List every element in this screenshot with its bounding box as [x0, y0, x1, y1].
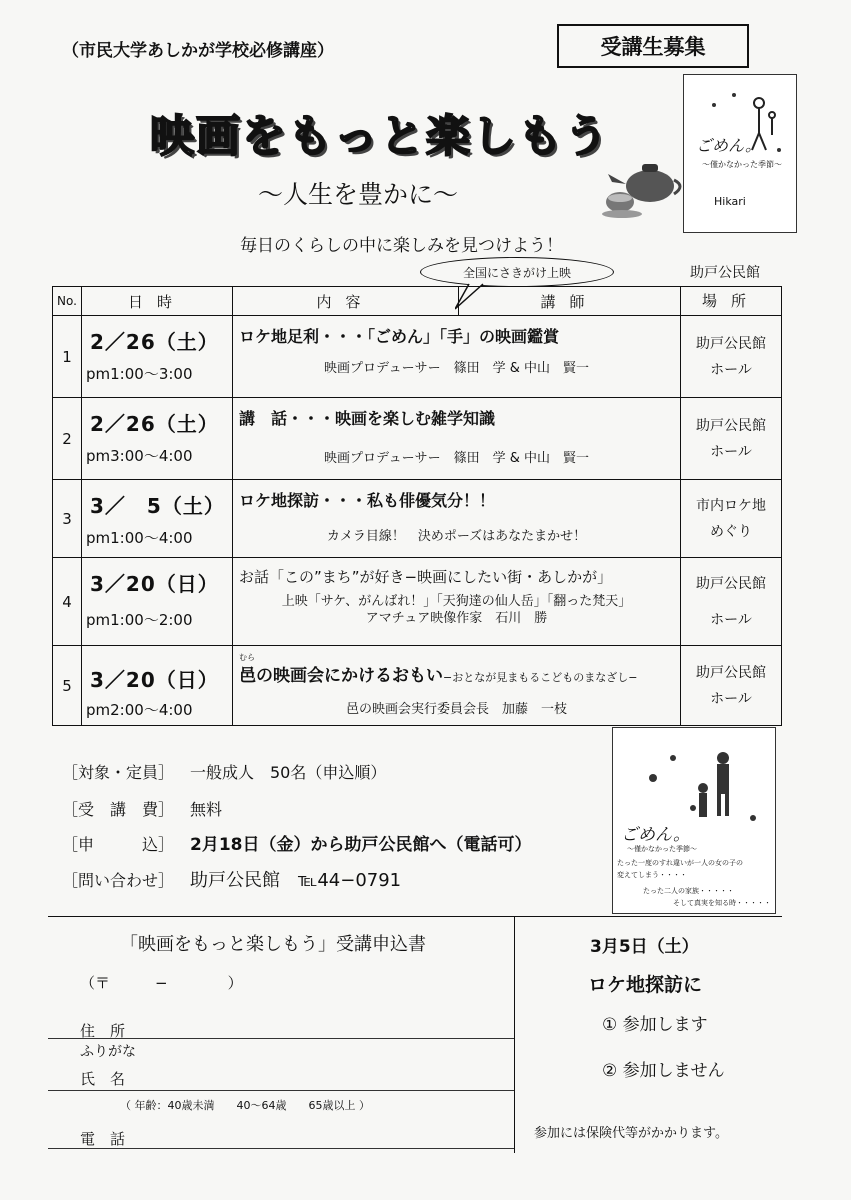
book2-line: そして真実を知る時・・・・・	[673, 899, 771, 907]
info-value: 一般成人 50名（申込順）	[190, 763, 387, 782]
row-date	[82, 398, 233, 480]
table-row	[53, 480, 782, 558]
tour-heading: ロケ地探訪に	[588, 974, 703, 996]
tour-date: 3月5日（土）	[590, 937, 699, 957]
row-no: 1	[53, 316, 82, 398]
phone-label: 電 話	[80, 1130, 126, 1148]
info-label: ［対象・定員］	[62, 763, 175, 782]
info-value: 助戸公民館 ℡44−0791	[190, 870, 402, 891]
row-date	[82, 480, 233, 558]
subtitle: 〜人生を豊かに〜	[258, 180, 459, 209]
place-line1: 市内ロケ地	[696, 497, 766, 514]
table-row	[53, 398, 782, 480]
info-label: ［受 講 費］	[62, 800, 175, 819]
place-line2: めぐり	[710, 523, 752, 540]
row-content	[233, 558, 681, 646]
header-content: 内容	[233, 287, 459, 316]
row-date	[82, 646, 233, 726]
place-line2: ホール	[710, 690, 752, 707]
main-title: 映画をもっと楽しもう	[150, 111, 610, 162]
place-line2: ホール	[710, 361, 752, 378]
lecturer-text: 邑の映画会実行委員会長 加藤 一枝	[345, 702, 567, 717]
row-content	[233, 398, 681, 480]
date-text: 3／ 5（土）	[90, 494, 225, 518]
recruitment-badge: 受講生募集	[557, 24, 749, 68]
ruby-text: むら	[239, 653, 255, 662]
row-place	[681, 558, 782, 646]
info-value: 無料	[190, 800, 223, 819]
book2-line: 変えてしまう・・・・	[617, 871, 687, 879]
info-value: 2月18日（金）から助戸公民館へ（電話可）	[190, 835, 532, 855]
place-line1: 助戸公民館	[696, 664, 766, 681]
book2-line: たった二人の家族・・・・・	[643, 887, 734, 895]
header-no: No.	[53, 287, 82, 316]
info-apply	[62, 830, 532, 855]
age-options[interactable]: （ 年齢：40歳未満 40〜64歳 65歳以上 ）	[120, 1099, 370, 1112]
time-text: pm1:00〜3:00	[86, 365, 193, 383]
place-line2: ホール	[710, 443, 752, 460]
row-place	[681, 480, 782, 558]
date-text: 3／20（日）	[90, 668, 219, 692]
book1-subtitle: 〜僅かなかった季節〜	[702, 160, 782, 169]
venue-label: 助戸公民館	[690, 265, 760, 281]
row-place	[681, 646, 782, 726]
place-line1: 助戸公民館	[696, 417, 766, 434]
schedule-table	[52, 286, 782, 726]
screening-text: 上映「サケ、がんばれ！」「天狗達の仙人岳」「翻った梵天」	[281, 594, 632, 609]
lecturer-text: カメラ目線！ 決めポーズはあなたまかせ！	[326, 529, 587, 544]
table-row	[53, 316, 782, 398]
row-date	[82, 316, 233, 398]
book-cover-top	[683, 74, 797, 233]
teapot-icon	[598, 160, 684, 222]
place-line1: 助戸公民館	[696, 575, 766, 592]
date-text: 3／20（日）	[90, 572, 219, 596]
callout-bubble: 全国にさきがけ上映	[420, 257, 614, 287]
info-fee	[62, 797, 222, 820]
row-place	[681, 316, 782, 398]
info-contact	[62, 866, 401, 892]
book1-author: Hikari	[714, 195, 746, 208]
option-not-attend[interactable]: ② 参加しません	[602, 1061, 725, 1081]
address-line[interactable]	[48, 1038, 514, 1039]
form-title: 「映画をもっと楽しもう」受講申込書	[120, 934, 426, 955]
content-title: ロケ地探訪・・・私も俳優気分！！	[239, 491, 496, 510]
row-no: 5	[53, 646, 82, 726]
place-line1: 助戸公民館	[696, 335, 766, 352]
lecturer-text: 映画プロデューサー 篠田 学 & 中山 賢一	[323, 361, 589, 376]
content-title: 講 話・・・映画を楽しむ雑学知識	[239, 409, 496, 428]
address-label: 住 所	[80, 1022, 126, 1040]
series-label: （市民大学あしかが学校必修講座）	[62, 41, 334, 61]
content-title-small: −おとなが見まもるこどものまなざし−	[443, 671, 638, 684]
content-title: お話「この”まち”が好き−映画にしたい街・あしかが」	[239, 568, 613, 586]
info-label: ［問い合わせ］	[62, 871, 175, 890]
table-row	[53, 646, 782, 726]
row-content	[233, 480, 681, 558]
header-date: 日時	[82, 287, 233, 316]
time-text: pm1:00〜2:00	[86, 611, 193, 629]
name-label: 氏 名	[80, 1070, 126, 1088]
row-content	[233, 646, 681, 726]
row-no: 3	[53, 480, 82, 558]
time-text: pm3:00〜4:00	[86, 447, 193, 465]
header-lecturer: 講師	[459, 287, 681, 316]
insurance-note: 参加には保険代等がかかります。	[534, 1126, 728, 1141]
tagline: 毎日のくらしの中に楽しみを見つけよう！	[240, 236, 563, 256]
book2-title: ごめん。	[621, 825, 691, 845]
date-text: 2／26（土）	[90, 330, 219, 354]
lecturer-text: アマチュア映像作家 石川 勝	[365, 611, 548, 626]
row-no: 2	[53, 398, 82, 480]
book2-subtitle: 〜僅かなかった季節〜	[627, 845, 697, 853]
name-line[interactable]	[48, 1090, 514, 1091]
table-row	[53, 558, 782, 646]
book-cover-bottom	[612, 727, 776, 914]
date-text: 2／26（土）	[90, 412, 219, 436]
option-attend[interactable]: ① 参加します	[602, 1015, 708, 1035]
info-label: ［申 込］	[62, 835, 175, 854]
row-date	[82, 558, 233, 646]
table-header-row	[53, 287, 782, 316]
time-text: pm2:00〜4:00	[86, 701, 193, 719]
row-content	[233, 316, 681, 398]
place-line2: ホール	[710, 611, 752, 628]
postal-code-field[interactable]: （〒 − ）	[80, 974, 243, 992]
furigana-label: ふりがな	[80, 1044, 136, 1060]
info-target	[62, 760, 386, 783]
content-title-main: 邑の映画会にかけるおもい	[239, 666, 443, 686]
content-title: ロケ地足利・・・「ごめん」「手」の映画鑑賞	[239, 327, 560, 346]
row-place	[681, 398, 782, 480]
phone-line[interactable]	[48, 1148, 514, 1149]
time-text: pm1:00〜4:00	[86, 529, 193, 547]
content-title	[239, 661, 680, 686]
row-no: 4	[53, 558, 82, 646]
book2-line: たった一度のすれ違いが一人の女の子の	[617, 859, 743, 867]
book1-title: ごめん。	[696, 136, 761, 155]
lecturer-text: 映画プロデューサー 篠田 学 & 中山 賢一	[323, 451, 589, 466]
header-place: 場所	[681, 287, 782, 316]
